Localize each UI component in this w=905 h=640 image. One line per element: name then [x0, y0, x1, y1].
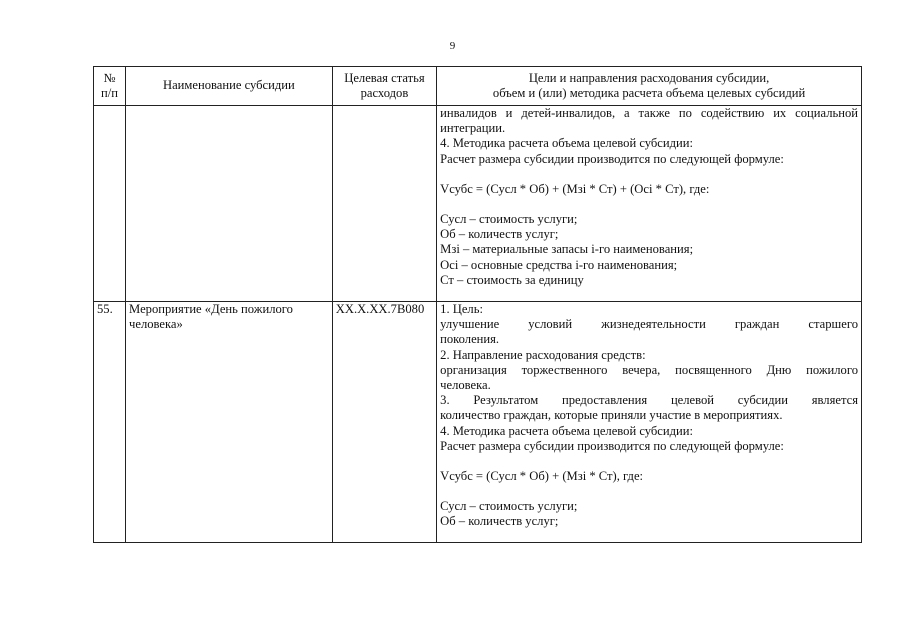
goals-line: Об – количеств услуг; [440, 514, 559, 529]
page-number: 9 [449, 40, 456, 52]
blank-line [440, 484, 858, 499]
blank-line [440, 454, 858, 469]
goals-line: интеграции. [440, 121, 506, 136]
goals-line: Сусл – стоимость услуги; [440, 499, 578, 514]
header-goals-line1: Цели и направления расходования субсидии, [528, 70, 770, 85]
row-goals [437, 302, 862, 543]
goals-line: улучшение условий жизнедеятельности граждан старшего [440, 317, 858, 332]
row-code [332, 106, 436, 302]
formula-line: Vсубс = (Сусл * Об) + (Мзi * Ст), где: [440, 469, 644, 484]
goals-line: Об – количеств услуг; [440, 227, 559, 242]
goals-line: Расчет размера субсидии производится по следующей формуле: [440, 438, 784, 453]
blank-line [440, 167, 858, 182]
row-num [94, 106, 126, 302]
goals-line: инвалидов и детей-инвалидов, а также по содействию их социальной [440, 106, 858, 120]
goals-line: 4. Методика расчета объема целевой субсидии: [440, 136, 694, 151]
goals-line: Сусл – стоимость услуги; [440, 212, 578, 227]
header-goals-line2: объем и (или) методика расчета объема целевых субсидий [492, 86, 806, 100]
row-name: Мероприятие «День пожилого человека» [126, 302, 333, 543]
header-code-line1: Целевая статья [344, 70, 425, 85]
row-name [126, 106, 333, 302]
goals-line: 4. Методика расчета объема целевой субсидии: [440, 423, 694, 438]
blank-line [440, 197, 858, 212]
header-code [332, 67, 436, 106]
table-row [94, 302, 862, 543]
header-num-line2: п/п [101, 86, 118, 100]
header-num [94, 67, 126, 106]
goals-line: 1. Цель: [440, 302, 483, 316]
formula-line: Vсубс = (Сусл * Об) + (Мзi * Ст) + (Осi * Ст), где: [440, 181, 710, 196]
goals-line: поколения. [440, 332, 500, 347]
goals-line: Ст – стоимость за единицу [440, 272, 584, 287]
header-num-line1: № [103, 70, 116, 85]
goals-line: организация торжественного вечера, посвященного Дню пожилого [440, 362, 858, 377]
goals-line: Расчет размера субсидии производится по следующей формуле: [440, 151, 784, 166]
goals-line: Осi – основные средства i-го наименования; [440, 257, 678, 272]
row-goals [437, 106, 862, 302]
goals-line: человека. [440, 378, 491, 393]
row-num: 55. [94, 302, 126, 543]
header-code-line2: расходов [360, 86, 409, 100]
goals-line: Мзi – материальные запасы i-го наименования; [440, 242, 694, 257]
subsidy-table [93, 66, 862, 543]
goals-line: 2. Направление расходования средств: [440, 347, 646, 362]
header-row [94, 67, 862, 106]
header-goals [437, 67, 862, 106]
goals-line: количество граждан, которые приняли участие в мероприятиях. [440, 408, 783, 423]
header-name: Наименование субсидии [126, 67, 333, 106]
goals-line: 3. Результатом предоставления целевой субсидии является [440, 393, 858, 408]
row-code: XX.X.XX.7B080 [332, 302, 436, 543]
table-row [94, 106, 862, 302]
